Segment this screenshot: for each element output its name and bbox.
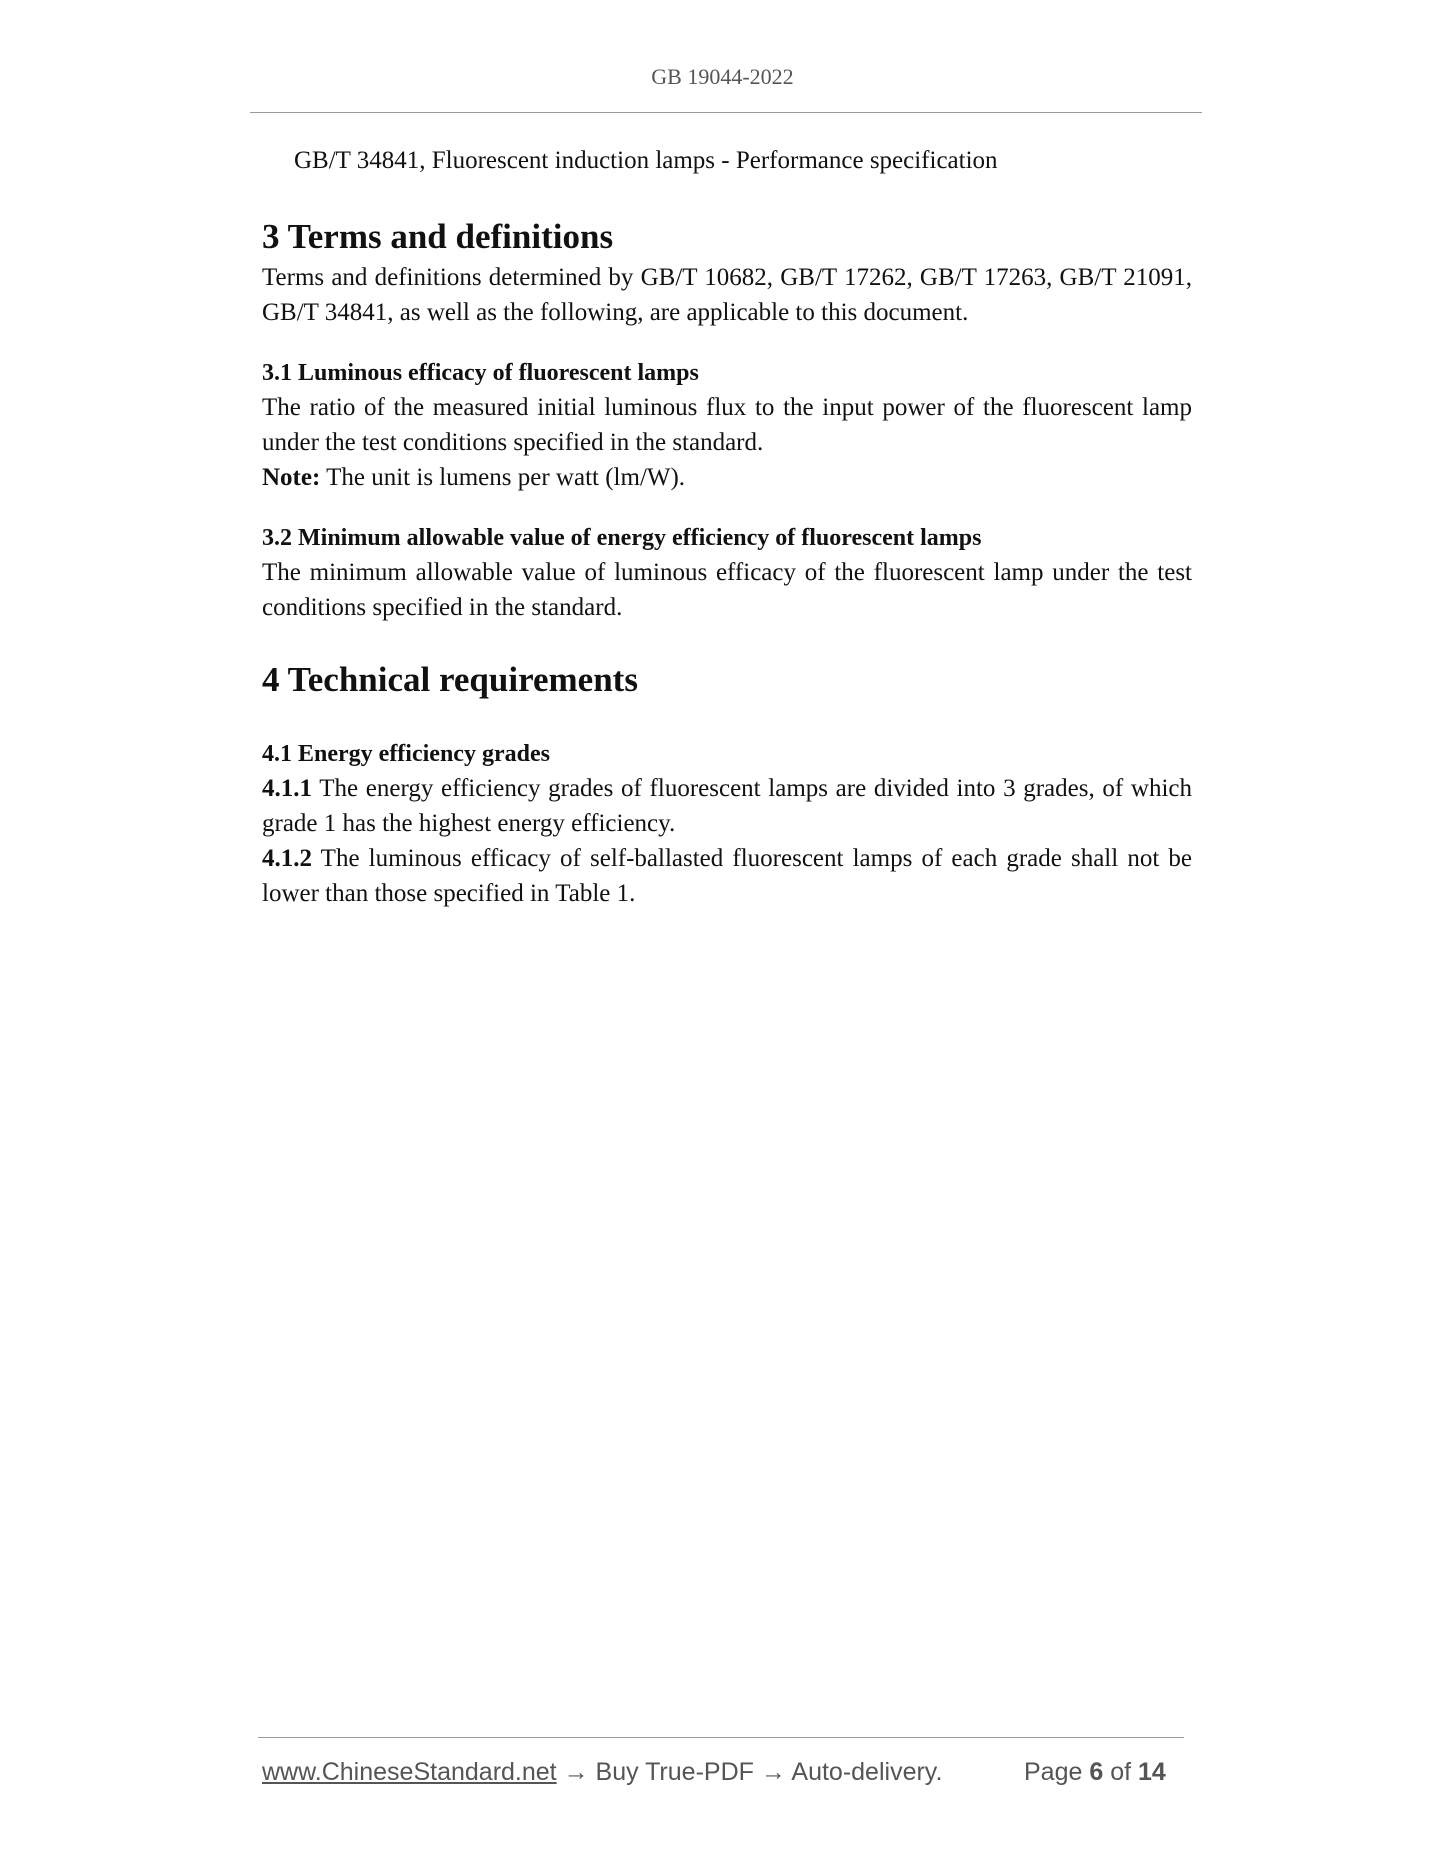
section-3-1-heading: 3.1 Luminous efficacy of fluorescent lamps xyxy=(262,360,699,386)
clause-4-1-1 xyxy=(262,771,1192,841)
header-divider xyxy=(250,112,1202,113)
clause-4-1-2 xyxy=(262,841,1192,911)
section-3-1-definition: The ratio of the measured initial luminous flux to the input power of the fluorescent lamp under the test conditions specified in the standard. xyxy=(262,394,1192,456)
page-of-label: of xyxy=(1110,1758,1132,1786)
note-label: Note: xyxy=(262,464,321,491)
footer-promo xyxy=(262,1755,942,1789)
section-3-heading: 3 Terms and definitions xyxy=(262,217,614,256)
page-header-doc-id: GB 19044-2022 xyxy=(651,64,794,89)
section-3-intro: Terms and definitions determined by GB/T 10682, GB/T 17262, GB/T 17263, GB/T 21091, GB/T 34841, as well as the following, are applicable to this document. xyxy=(262,264,1192,326)
section-3-1-note xyxy=(262,460,1192,495)
section-3-2-heading: 3.2 Minimum allowable value of energy efficiency of fluorescent lamps xyxy=(262,525,982,551)
page-total: 14 xyxy=(1138,1758,1166,1786)
clause-4-1-1-text: The energy efficiency grades of fluorescent lamps are divided into 3 grades, of which grade 1 has the highest energy efficiency. xyxy=(262,775,1192,837)
clause-4-1-2-label: 4.1.2 xyxy=(262,845,312,872)
page-label: Page xyxy=(1024,1758,1083,1786)
footer-promo-text: → Buy True-PDF → Auto-delivery. xyxy=(556,1758,943,1786)
page-indicator xyxy=(1024,1755,1166,1789)
normative-reference-line: GB/T 34841, Fluorescent induction lamps - Performance specification xyxy=(294,147,998,174)
section-3-2-definition: The minimum allowable value of luminous efficacy of the fluorescent lamp under the test conditions specified in the standard. xyxy=(262,559,1192,621)
document-body xyxy=(262,140,1192,911)
page-current: 6 xyxy=(1089,1758,1104,1786)
chinesestandard-link[interactable]: www.ChineseStandard.net xyxy=(262,1758,557,1786)
clause-4-1-2-text: The luminous efficacy of self-ballasted fluorescent lamps of each grade shall not be lower than those specified in Table 1. xyxy=(262,845,1192,907)
clause-4-1-1-label: 4.1.1 xyxy=(262,775,312,802)
section-4-heading: 4 Technical requirements xyxy=(262,660,638,699)
note-text: The unit is lumens per watt (lm/W). xyxy=(320,464,686,491)
section-4-1-heading: 4.1 Energy efficiency grades xyxy=(262,741,550,767)
footer-divider xyxy=(258,1737,1184,1738)
